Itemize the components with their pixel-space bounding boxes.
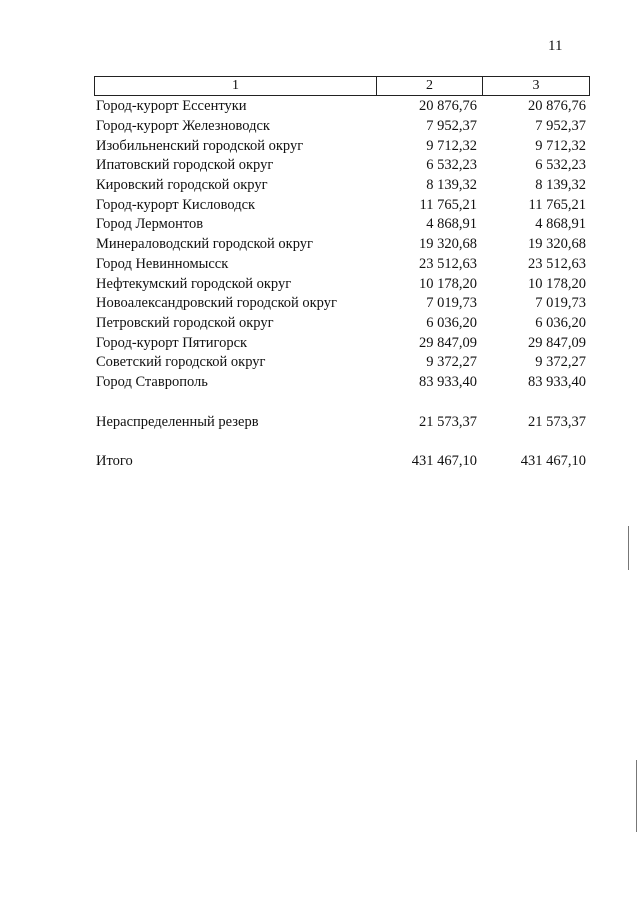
row-value-col-2: 9 372,27 xyxy=(426,354,477,371)
scan-edge-mark xyxy=(636,760,637,832)
table-row xyxy=(96,136,590,156)
table-row xyxy=(96,215,590,235)
table-row xyxy=(96,195,590,215)
row-value-col-2: 83 933,40 xyxy=(419,373,477,390)
row-name: Город-курорт Ессентуки xyxy=(96,98,247,115)
table-row xyxy=(96,373,590,393)
row-name: Город Ставрополь xyxy=(96,373,208,390)
row-name: Кировский городской округ xyxy=(96,177,268,194)
table-row xyxy=(96,176,590,196)
row-value-col-3: 29 847,09 xyxy=(528,334,586,351)
row-value-col-2: 7 952,37 xyxy=(426,118,477,135)
row-value-col-3: 431 467,10 xyxy=(520,453,586,470)
row-value-col-3: 10 178,20 xyxy=(528,275,586,292)
row-value-col-3: 6 532,23 xyxy=(535,157,586,174)
row-value-col-3: 4 868,91 xyxy=(535,216,586,233)
row-name: Советский городской округ xyxy=(96,354,266,371)
row-value-col-2: 6 036,20 xyxy=(426,314,477,331)
table-header xyxy=(94,76,590,96)
row-name: Изобильненский городской округ xyxy=(96,137,304,154)
table-row xyxy=(96,314,590,334)
row-value-col-2: 6 532,23 xyxy=(426,157,477,174)
page-number: 11 xyxy=(548,38,563,54)
table-row xyxy=(96,333,590,353)
row-value-col-2: 7 019,73 xyxy=(426,295,477,312)
row-value-col-2: 21 573,37 xyxy=(419,413,477,430)
row-value-col-2: 11 765,21 xyxy=(419,196,477,213)
row-value-col-3: 9 712,32 xyxy=(535,137,586,154)
table-row xyxy=(96,97,590,117)
row-name: Новоалександровский городской округ xyxy=(96,295,337,312)
row-value-col-2: 20 876,76 xyxy=(419,98,477,115)
row-value-col-3: 11 765,21 xyxy=(528,196,586,213)
row-value-col-3: 21 573,37 xyxy=(528,413,586,430)
row-value-col-2: 9 712,32 xyxy=(426,137,477,154)
header-col-2: 2 xyxy=(377,77,483,95)
row-name: Ипатовский городской округ xyxy=(96,157,274,174)
row-name: Город-курорт Пятигорск xyxy=(96,334,248,351)
table-row xyxy=(96,274,590,294)
row-name: Город Невинномысск xyxy=(96,255,229,272)
row-value-col-3: 6 036,20 xyxy=(535,314,586,331)
row-value-col-3: 19 320,68 xyxy=(528,236,586,253)
row-name: Минераловодский городской округ xyxy=(96,236,313,253)
row-value-col-2: 431 467,10 xyxy=(411,453,477,470)
row-name: Нефтекумский городской округ xyxy=(96,275,292,292)
reserve-row xyxy=(96,412,590,432)
row-value-col-2: 23 512,63 xyxy=(419,255,477,272)
row-name: Петровский городской округ xyxy=(96,314,274,331)
table-row xyxy=(96,294,590,314)
row-value-col-2: 19 320,68 xyxy=(419,236,477,253)
total-row xyxy=(96,452,590,472)
header-col-3: 3 xyxy=(532,78,540,93)
row-value-col-3: 20 876,76 xyxy=(528,98,586,115)
row-name: Нераспределенный резерв xyxy=(96,413,259,430)
row-value-col-2: 29 847,09 xyxy=(419,334,477,351)
row-value-col-2: 10 178,20 xyxy=(419,275,477,292)
row-name: Город Лермонтов xyxy=(96,216,204,233)
row-name: Город-курорт Железноводск xyxy=(96,118,270,135)
row-name: Итого xyxy=(96,453,133,470)
table-row xyxy=(96,235,590,255)
row-value-col-2: 4 868,91 xyxy=(426,216,477,233)
row-value-col-3: 83 933,40 xyxy=(528,373,586,390)
row-value-col-3: 23 512,63 xyxy=(528,255,586,272)
scan-edge-mark xyxy=(628,526,629,570)
row-value-col-3: 7 952,37 xyxy=(535,118,586,135)
row-value-col-3: 7 019,73 xyxy=(535,295,586,312)
row-value-col-2: 8 139,32 xyxy=(426,177,477,194)
table-row xyxy=(96,156,590,176)
row-name: Город-курорт Кисловодск xyxy=(96,196,256,213)
table-row xyxy=(96,255,590,275)
table-body xyxy=(96,97,590,472)
row-value-col-3: 9 372,27 xyxy=(535,354,586,371)
row-value-col-3: 8 139,32 xyxy=(535,177,586,194)
table-row xyxy=(96,353,590,373)
table-row xyxy=(96,117,590,137)
header-col-1: 1 xyxy=(95,77,377,95)
